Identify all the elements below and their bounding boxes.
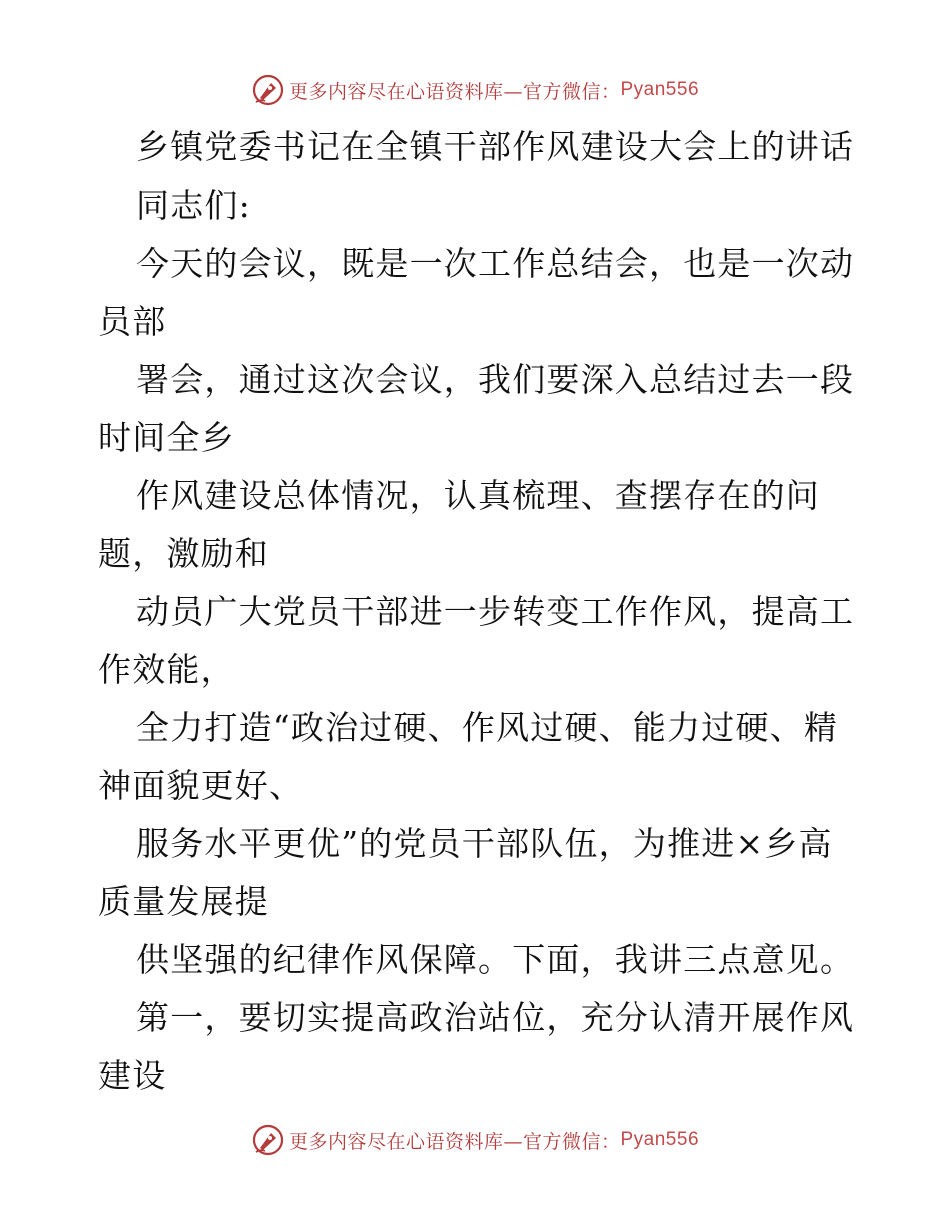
document-title: 乡镇党委书记在全镇干部作风建设大会上的讲话 xyxy=(136,127,855,166)
body-line: 今天的会议，既是一次工作总结会，也是一次动 xyxy=(136,244,855,283)
header-watermark-text: 更多内容尽在心语资料库—官方微信： xyxy=(288,80,621,103)
body-line: 供坚强的纪律作风保障。下面，我讲三点意见。 xyxy=(136,940,855,979)
body-line: 时间全乡 xyxy=(98,418,235,457)
body-line: 员部 xyxy=(98,302,167,341)
pen-nib-logo-icon xyxy=(251,1123,285,1157)
body-line: 题，激励和 xyxy=(98,534,269,573)
body-line: 质量发展提 xyxy=(98,882,269,921)
body-line: 作风建设总体情况，认真梳理、查摆存在的问 xyxy=(136,476,820,515)
footer-watermark-text: 更多内容尽在心语资料库—官方微信： xyxy=(288,1130,621,1153)
footer-watermark-handle: Pyan556 xyxy=(620,1129,700,1150)
body-line: 作效能， xyxy=(98,650,235,689)
body-line: 建设 xyxy=(98,1056,167,1095)
header-watermark-handle: Pyan556 xyxy=(620,79,700,100)
body-line: 第一，要切实提高政治站位，充分认清开展作风 xyxy=(136,998,855,1037)
body-line: 服务水平更优”的党员干部队伍，为推进×乡高 xyxy=(136,824,833,863)
footer-watermark-banner xyxy=(0,1120,950,1160)
salutation-line: 同志们: xyxy=(136,186,251,225)
body-line: 神面貌更好、 xyxy=(98,766,304,805)
body-line: 动员广大党员干部进一步转变工作作风，提高工 xyxy=(136,592,855,631)
body-line: 全力打造“政治过硬、作风过硬、能力过硬、精 xyxy=(136,708,839,747)
body-line: 署会，通过这次会议，我们要深入总结过去一段 xyxy=(136,360,855,399)
